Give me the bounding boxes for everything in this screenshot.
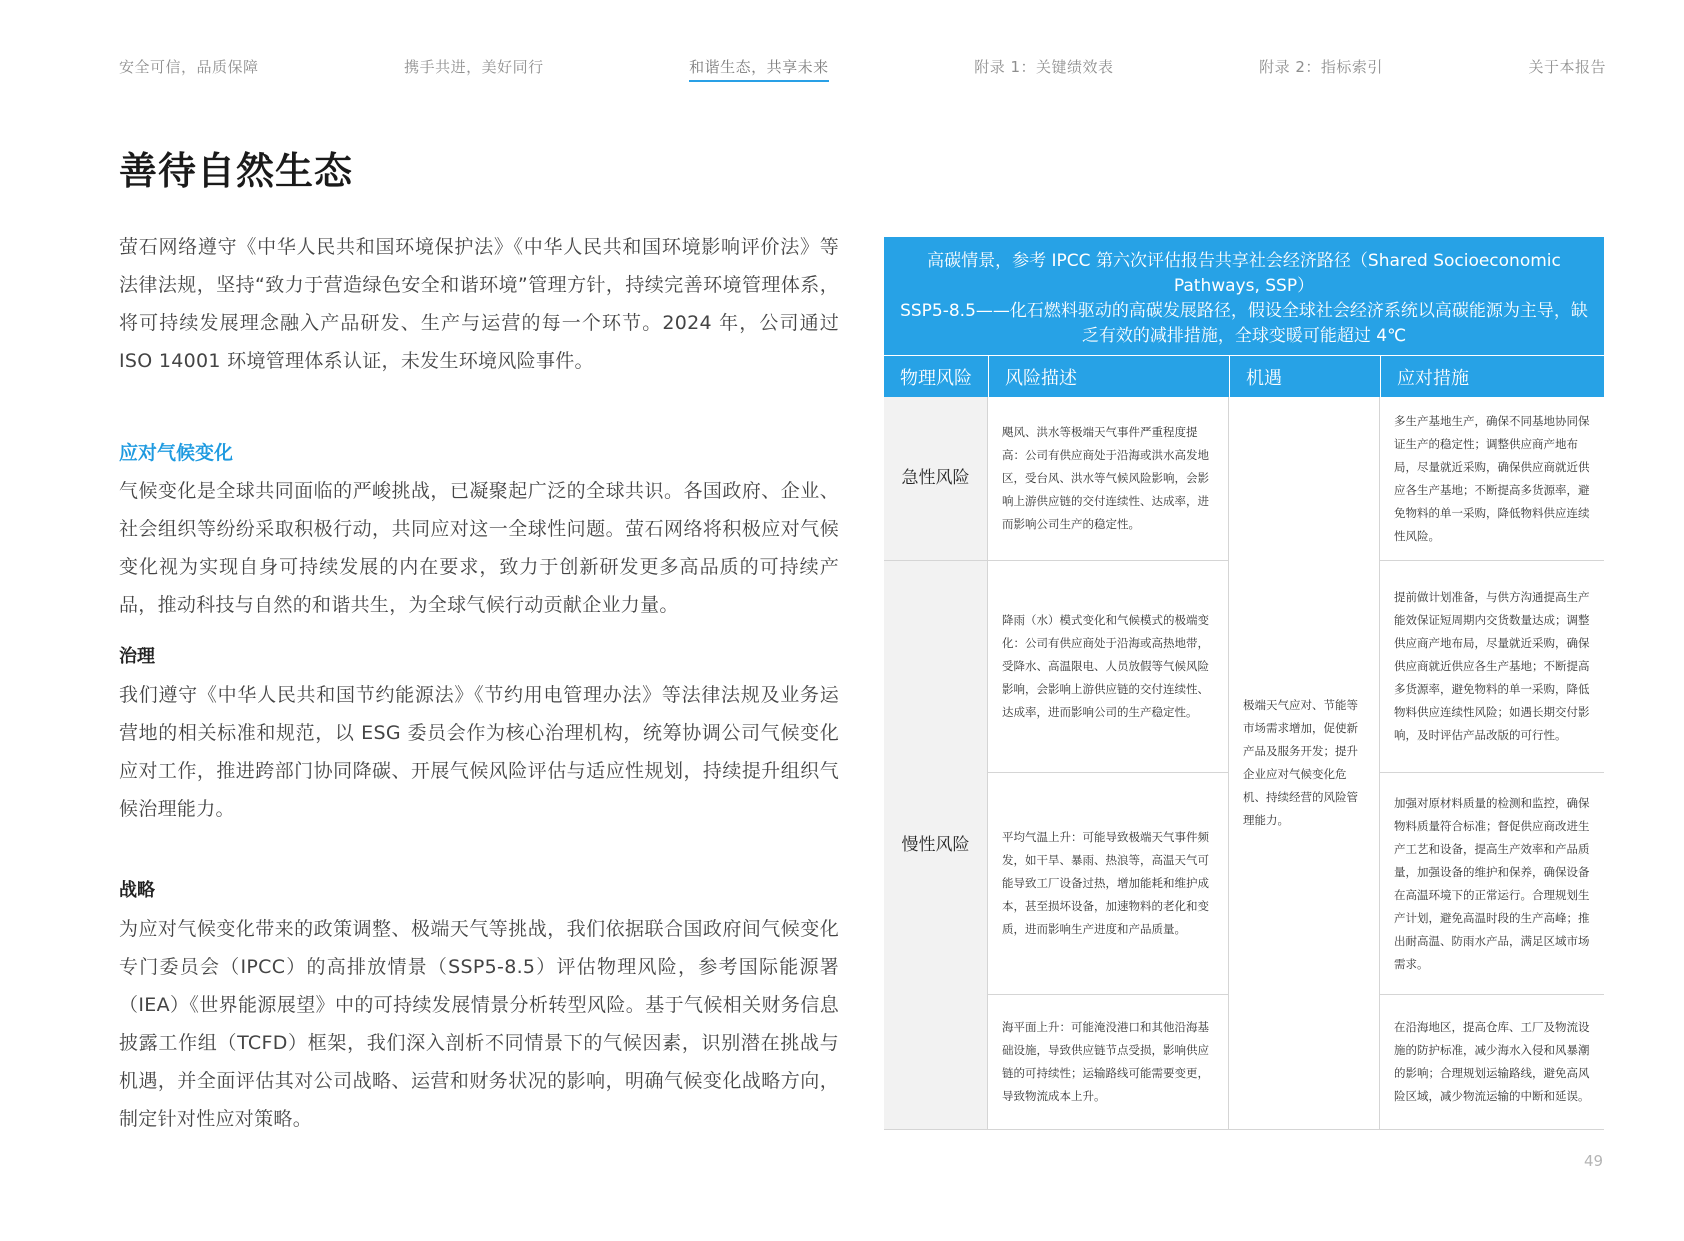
table-column-headers — [884, 356, 1604, 397]
nav-item-appendix-kpi[interactable]: 附录 1：关键绩效表 — [974, 58, 1114, 76]
risk-type-chronic: 慢性风险 — [884, 561, 988, 1129]
measure-sea-level: 在沿海地区，提高仓库、工厂及物流设施的防护标准，减少海水入侵和风暴潮的影响；合理规划运输路线，避免高风险区域，减少物流运输的中断和延误。 — [1394, 1020, 1590, 1103]
risk-description-sea-level: 海平面上升：可能淹没港口和其他沿海基础设施，导致供应链节点受损，影响供应链的可持续性；运输路线可能需要变更，导致物流成本上升。 — [988, 995, 1229, 1129]
measure-precipitation: 提前做计划准备，与供方沟通提高生产能效保证短周期内交货数量达成；调整供应商产地布局，尽量就近采购，确保供应商就近供应各生产基地；不断提高多货源率，避免物料的单一采购，降低物料供应连续性风险；如遇长期交付影响，及时评估产品改版的可行性。 — [1380, 561, 1604, 773]
nav-item-appendix-index[interactable]: 附录 2：指标索引 — [1259, 58, 1383, 76]
column-header-risk-description: 风险描述 — [988, 356, 1229, 397]
scenario-line-1: 高碳情景，参考 IPCC 第六次评估报告共享社会经济路径（Shared Socioeconomic Pathways, SSP） — [927, 251, 1561, 296]
scenario-line-2: SSP5-8.5——化石燃料驱动的高碳发展路径，假设全球社会经济系统以高碳能源为主导，缺乏有效的减排措施，全球变暖可能超过 4℃ — [900, 301, 1588, 346]
nav-item-about-report[interactable]: 关于本报告 — [1528, 58, 1606, 76]
column-header-opportunity: 机遇 — [1229, 356, 1380, 397]
page-number: 49 — [1584, 1152, 1604, 1170]
measure-storm-flood: 多生产基地生产，确保不同基地协同保证生产的稳定性；调整供应商产地布局，尽量就近采购，确保供应商就近供应各生产基地；不断提高多货源率，避免物料的单一采购，降低物料供应连续性风险。 — [1380, 397, 1604, 561]
risk-description-storm-flood: 飓风、洪水等极端天气事件严重程度提高：公司有供应商处于沿海或洪水高发地区，受台风、洪水等气候风险影响，会影响上游供应链的交付连续性、达成率，进而影响公司生产的稳定性。 — [988, 397, 1229, 561]
risk-type-acute: 急性风险 — [884, 397, 988, 561]
risk-description-precipitation: 降雨（水）模式变化和气候模式的极端变化：公司有供应商处于沿海或高热地带，受降水、高温限电、人员放假等气候风险影响，会影响上游供应链的交付连续性、达成率，进而影响公司的生产稳定性。 — [988, 561, 1229, 773]
strategy-paragraph: 为应对气候变化带来的政策调整、极端天气等挑战，我们依据联合国政府间气候变化专门委员会（IPCC）的高排放情景（SSP5-8.5）评估物理风险，参考国际能源署（IEA）《世界能源展望》中的可持续发展情景分析转型风险。基于气候相关财务信息披露工作组（TCFD）框架，我们深入剖析不同情景下的气候因素，识别潜在挑战与机遇，并全面评估其对公司战略、运营和财务状况的影响，明确气候变化战略方向，制定针对性应对策略。 — [119, 918, 839, 1130]
column-header-physical-risk: 物理风险 — [900, 367, 972, 389]
top-navigation — [119, 56, 1606, 82]
nav-item-harmonious-ecology[interactable]: 和谐生态，共享未来 — [689, 56, 829, 82]
physical-risk-table — [884, 237, 1604, 1130]
page-title: 善待自然生态 — [119, 149, 354, 193]
nav-item-partnership[interactable]: 携手共进，美好同行 — [404, 58, 544, 76]
climate-paragraph: 气候变化是全球共同面临的严峻挑战，已凝聚起广泛的全球共识。各国政府、企业、社会组织等纷纷采取积极行动，共同应对这一全球性问题。萤石网络将积极应对气候变化视为实现自身可持续发展的内在要求，致力于创新研发更多高品质的可持续产品，推动科技与自然的和谐共生，为全球气候行动贡献企业力量。 — [119, 480, 839, 616]
risk-description-temperature: 平均气温上升：可能导致极端天气事件频发，如干旱、暴雨、热浪等，高温天气可能导致工厂设备过热，增加能耗和维护成本，甚至损坏设备，加速物料的老化和变质，进而影响生产进度和产品质量。 — [988, 773, 1229, 995]
climate-heading: 应对气候变化 — [119, 442, 234, 464]
strategy-heading: 战略 — [119, 880, 155, 901]
scenario-header — [884, 237, 1604, 356]
table-body — [884, 397, 1604, 1130]
column-header-measures: 应对措施 — [1380, 356, 1604, 397]
measure-temperature: 加强对原材料质量的检测和监控，确保物料质量符合标准；督促供应商改进生产工艺和设备，提高生产效率和产品质量，加强设备的维护和保养，确保设备在高温环境下的正常运行。合理规划生产计划，避免高温时段的生产高峰；推出耐高温、防雨水产品，满足区域市场需求。 — [1380, 773, 1604, 995]
governance-paragraph: 我们遵守《中华人民共和国节约能源法》《节约用电管理办法》等法律法规及业务运营地的相关标准和规范，以 ESG 委员会作为核心治理机构，统筹协调公司气候变化应对工作，推进跨部门协同降碳、开展气候风险评估与适应性规划，持续提升组织气候治理能力。 — [119, 684, 839, 820]
intro-paragraph: 萤石网络遵守《中华人民共和国环境保护法》《中华人民共和国环境影响评价法》等法律法规，坚持“致力于营造绿色安全和谐环境”管理方针，持续完善环境管理体系，将可持续发展理念融入产品研发、生产与运营的每一个环节。2024 年，公司通过 ISO 14001 环境管理体系认证，未发生环境风险事件。 — [119, 236, 839, 372]
left-column — [119, 228, 839, 1138]
governance-heading: 治理 — [119, 646, 155, 667]
nav-item-safety-quality[interactable]: 安全可信，品质保障 — [119, 58, 259, 76]
opportunity-cell: 极端天气应对、节能等市场需求增加，促使新产品及服务开发；提升企业应对气候变化危机、持续经营的风险管理能力。 — [1229, 397, 1380, 1129]
